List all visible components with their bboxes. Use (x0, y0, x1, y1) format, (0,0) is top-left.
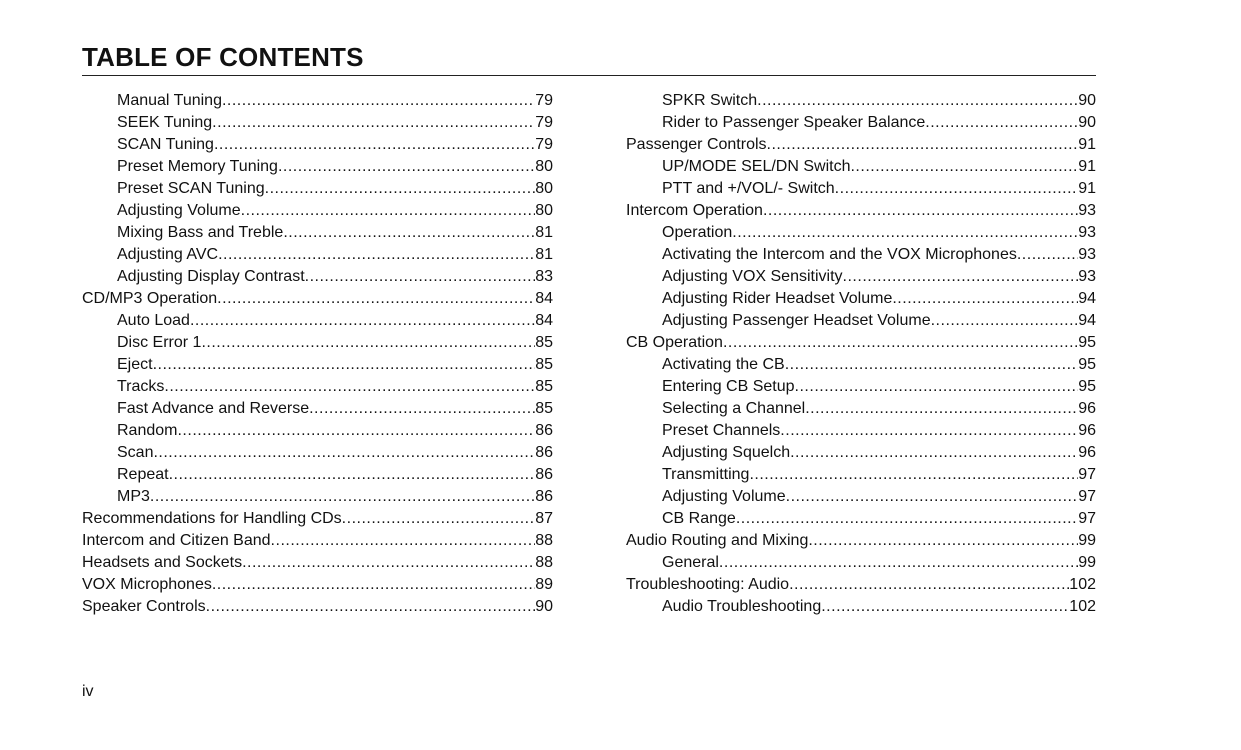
toc-entry[interactable] (626, 464, 1096, 486)
toc-entry[interactable] (82, 508, 553, 530)
toc-left-column (82, 90, 553, 618)
dot-leader (805, 398, 1078, 420)
toc-entry-label: Activating the CB (662, 356, 785, 373)
dot-leader (835, 178, 1079, 200)
toc-entry-page: 84 (535, 312, 553, 329)
toc-entry-label: UP/MODE SEL/DN Switch (662, 158, 851, 175)
dot-leader (749, 464, 1078, 486)
dot-leader (1017, 244, 1078, 266)
toc-entry-label: Preset Channels (662, 422, 781, 439)
toc-entry-label: Intercom Operation (626, 202, 763, 219)
toc-entry-label: Audio Troubleshooting (662, 598, 822, 615)
dot-leader (177, 420, 535, 442)
dot-leader (309, 398, 535, 420)
toc-entry[interactable] (82, 288, 553, 310)
toc-entry-label: Mixing Bass and Treble (117, 224, 284, 241)
toc-entry-page: 91 (1078, 180, 1096, 197)
toc-entry-page: 81 (535, 224, 553, 241)
toc-entry-page: 86 (535, 422, 553, 439)
toc-entry-page: 96 (1078, 400, 1096, 417)
toc-entry[interactable] (82, 200, 553, 222)
toc-entry-page: 94 (1078, 312, 1096, 329)
toc-entry[interactable] (82, 266, 553, 288)
toc-entry[interactable] (82, 332, 553, 354)
dot-leader (843, 266, 1079, 288)
toc-entry[interactable] (82, 596, 553, 618)
toc-entry-label: Manual Tuning (117, 92, 222, 109)
toc-entry-label: Entering CB Setup (662, 378, 795, 395)
toc-entry-page: 83 (535, 268, 553, 285)
dot-leader (736, 508, 1078, 530)
toc-entry-page: 95 (1078, 356, 1096, 373)
dot-leader (732, 222, 1078, 244)
toc-entry-page: 88 (535, 554, 553, 571)
toc-entry-page: 96 (1078, 444, 1096, 461)
toc-entry-page: 85 (535, 400, 553, 417)
toc-entry-page: 94 (1078, 290, 1096, 307)
toc-entry[interactable] (82, 310, 553, 332)
toc-entry[interactable] (626, 310, 1096, 332)
toc-entry-label: SEEK Tuning (117, 114, 213, 131)
toc-entry-label: Activating the Intercom and the VOX Microphones (662, 246, 1017, 263)
dot-leader (723, 332, 1078, 354)
toc-entry-label: Preset Memory Tuning (117, 158, 278, 175)
toc-entry-label: Adjusting Volume (117, 202, 241, 219)
toc-entry-page: 84 (535, 290, 553, 307)
toc-entry-page: 93 (1078, 224, 1096, 241)
toc-entry-label: Headsets and Sockets (82, 554, 243, 571)
toc-entry[interactable] (626, 244, 1096, 266)
toc-entry[interactable] (626, 596, 1096, 618)
title-rule (82, 75, 1096, 76)
toc-entry-label: CD/MP3 Operation (82, 290, 218, 307)
dot-leader (206, 596, 536, 618)
toc-entry-label: Adjusting Volume (662, 488, 786, 505)
toc-entry[interactable] (626, 90, 1096, 112)
dot-leader (153, 354, 536, 376)
toc-entry[interactable] (82, 420, 553, 442)
toc-entry[interactable] (82, 552, 553, 574)
toc-entry-page: 79 (535, 92, 553, 109)
dot-leader (767, 134, 1079, 156)
toc-entry-label: Rider to Passenger Speaker Balance (662, 114, 926, 131)
toc-entry[interactable] (82, 398, 553, 420)
toc-entry-label: Tracks (117, 378, 165, 395)
toc-entry-page: 91 (1078, 158, 1096, 175)
dot-leader (925, 112, 1078, 134)
toc-entry-page: 93 (1078, 268, 1096, 285)
toc-entry-page: 85 (535, 334, 553, 351)
dot-leader (150, 486, 535, 508)
toc-entry[interactable] (626, 178, 1096, 200)
toc-entry-label: Speaker Controls (82, 598, 206, 615)
toc-entry[interactable] (626, 398, 1096, 420)
dot-leader (218, 244, 535, 266)
toc-entry[interactable] (82, 574, 553, 596)
toc-entry[interactable] (626, 442, 1096, 464)
toc-entry[interactable] (626, 354, 1096, 376)
toc-entry[interactable] (626, 420, 1096, 442)
dot-leader (780, 420, 1078, 442)
toc-entry-page: 97 (1078, 510, 1096, 527)
toc-entry-label: CB Range (662, 510, 736, 527)
toc-entry[interactable] (82, 156, 553, 178)
dot-leader (201, 332, 535, 354)
toc-entry-label: Adjusting Display Contrast (117, 268, 305, 285)
toc-entry-label: MP3 (117, 488, 150, 505)
dot-leader (164, 376, 535, 398)
toc-entry-page: 80 (535, 180, 553, 197)
toc-entry[interactable] (82, 464, 553, 486)
dot-leader (789, 574, 1069, 596)
toc-entry-page: 93 (1078, 246, 1096, 263)
toc-entry-page: 85 (535, 378, 553, 395)
toc-entry-label: Random (117, 422, 178, 439)
toc-entry[interactable] (82, 178, 553, 200)
toc-entry-label: Transmitting (662, 466, 750, 483)
toc-entry[interactable] (82, 244, 553, 266)
toc-entry[interactable] (626, 574, 1096, 596)
toc-entry-label: Intercom and Citizen Band (82, 532, 271, 549)
toc-entry[interactable] (82, 442, 553, 464)
toc-entry-page: 97 (1078, 466, 1096, 483)
toc-entry-page: 95 (1078, 334, 1096, 351)
toc-entry-label: Preset SCAN Tuning (117, 180, 265, 197)
page-number: iv (82, 683, 94, 700)
toc-entry-page: 90 (535, 598, 553, 615)
toc-entry[interactable] (82, 486, 553, 508)
dot-leader (283, 222, 535, 244)
toc-entry-page: 93 (1078, 202, 1096, 219)
toc-entry[interactable] (626, 200, 1096, 222)
toc-entry-page: 102 (1069, 598, 1096, 615)
dot-leader (242, 552, 535, 574)
toc-entry[interactable] (82, 530, 553, 552)
dot-leader (217, 288, 535, 310)
toc-entry-label: Passenger Controls (626, 136, 767, 153)
toc-entry[interactable] (626, 486, 1096, 508)
toc-entry[interactable] (82, 222, 553, 244)
toc-entry-label: Recommendations for Handling CDs (82, 510, 342, 527)
toc-entry-page: 87 (535, 510, 553, 527)
dot-leader (763, 200, 1078, 222)
toc-entry[interactable] (626, 332, 1096, 354)
toc-entry-label: Auto Load (117, 312, 190, 329)
dot-leader (241, 200, 536, 222)
toc-right-column (626, 90, 1096, 618)
dot-leader (212, 112, 535, 134)
toc-entry[interactable] (626, 266, 1096, 288)
toc-entry-label: CB Operation (626, 334, 723, 351)
toc-entry[interactable] (82, 354, 553, 376)
toc-entry-page: 79 (535, 114, 553, 131)
toc-entry[interactable] (626, 222, 1096, 244)
dot-leader (271, 530, 536, 552)
toc-entry-label: Adjusting Rider Headset Volume (662, 290, 893, 307)
toc-entry-label: Repeat (117, 466, 169, 483)
toc-entry-page: 86 (535, 488, 553, 505)
toc-entry[interactable] (82, 90, 553, 112)
toc-entry-page: 79 (535, 136, 553, 153)
toc-entry-label: Fast Advance and Reverse (117, 400, 310, 417)
toc-entry-label: Adjusting Squelch (662, 444, 791, 461)
dot-leader (808, 530, 1078, 552)
toc-entry-page: 89 (535, 576, 553, 593)
toc-entry[interactable] (626, 112, 1096, 134)
toc-entry-page: 90 (1078, 114, 1096, 131)
toc-entry-page: 81 (535, 246, 553, 263)
toc-entry-page: 91 (1078, 136, 1096, 153)
toc-entry-page: 97 (1078, 488, 1096, 505)
dot-leader (757, 90, 1078, 112)
dot-leader (719, 552, 1078, 574)
toc-entry-label: PTT and +/VOL/- Switch (662, 180, 835, 197)
toc-entry[interactable] (626, 288, 1096, 310)
page-title: TABLE OF CONTENTS (82, 42, 364, 72)
dot-leader (222, 90, 535, 112)
dot-leader (214, 134, 535, 156)
dot-leader (821, 596, 1069, 618)
toc-entry-page: 99 (1078, 532, 1096, 549)
dot-leader (931, 310, 1079, 332)
dot-leader (790, 442, 1078, 464)
toc-entry[interactable] (82, 134, 553, 156)
toc-entry-label: Operation (662, 224, 733, 241)
toc-entry[interactable] (626, 530, 1096, 552)
toc-entry-label: General (662, 554, 719, 571)
toc-entry-label: SPKR Switch (662, 92, 758, 109)
toc-entry-page: 95 (1078, 378, 1096, 395)
toc-entry-label: SCAN Tuning (117, 136, 214, 153)
toc-entry-label: Adjusting VOX Sensitivity (662, 268, 843, 285)
toc-entry-page: 85 (535, 356, 553, 373)
toc-entry-page: 90 (1078, 92, 1096, 109)
dot-leader (785, 354, 1078, 376)
toc-entry-page: 99 (1078, 554, 1096, 571)
dot-leader (169, 464, 536, 486)
dot-leader (265, 178, 536, 200)
toc-entry-label: Scan (117, 444, 154, 461)
toc-entry-page: 88 (535, 532, 553, 549)
dot-leader (892, 288, 1078, 310)
toc-entry-label: Adjusting Passenger Headset Volume (662, 312, 931, 329)
toc-entry[interactable] (626, 134, 1096, 156)
toc-entry-label: Troubleshooting: Audio (626, 576, 790, 593)
toc-entry-page: 96 (1078, 422, 1096, 439)
dot-leader (795, 376, 1079, 398)
toc-entry-label: Audio Routing and Mixing (626, 532, 809, 549)
toc-entry[interactable] (82, 376, 553, 398)
toc-entry-page: 86 (535, 466, 553, 483)
toc-entry-page: 80 (535, 202, 553, 219)
toc-entry-page: 80 (535, 158, 553, 175)
dot-leader (190, 310, 535, 332)
toc-entry[interactable] (626, 156, 1096, 178)
dot-leader (850, 156, 1078, 178)
toc-entry-label: Disc Error 1 (117, 334, 202, 351)
dot-leader (153, 442, 535, 464)
toc-entry[interactable] (626, 552, 1096, 574)
dot-leader (786, 486, 1079, 508)
toc-entry-label: VOX Microphones (82, 576, 212, 593)
toc-entry[interactable] (626, 508, 1096, 530)
toc-entry-label: Adjusting AVC (117, 246, 219, 263)
toc-entry-label: Selecting a Channel (662, 400, 806, 417)
dot-leader (278, 156, 535, 178)
toc-entry[interactable] (82, 112, 553, 134)
toc-entry-label: Eject (117, 356, 153, 373)
toc-entry-page: 102 (1069, 576, 1096, 593)
dot-leader (305, 266, 536, 288)
dot-leader (212, 574, 535, 596)
toc-entry[interactable] (626, 376, 1096, 398)
toc-entry-page: 86 (535, 444, 553, 461)
dot-leader (342, 508, 536, 530)
